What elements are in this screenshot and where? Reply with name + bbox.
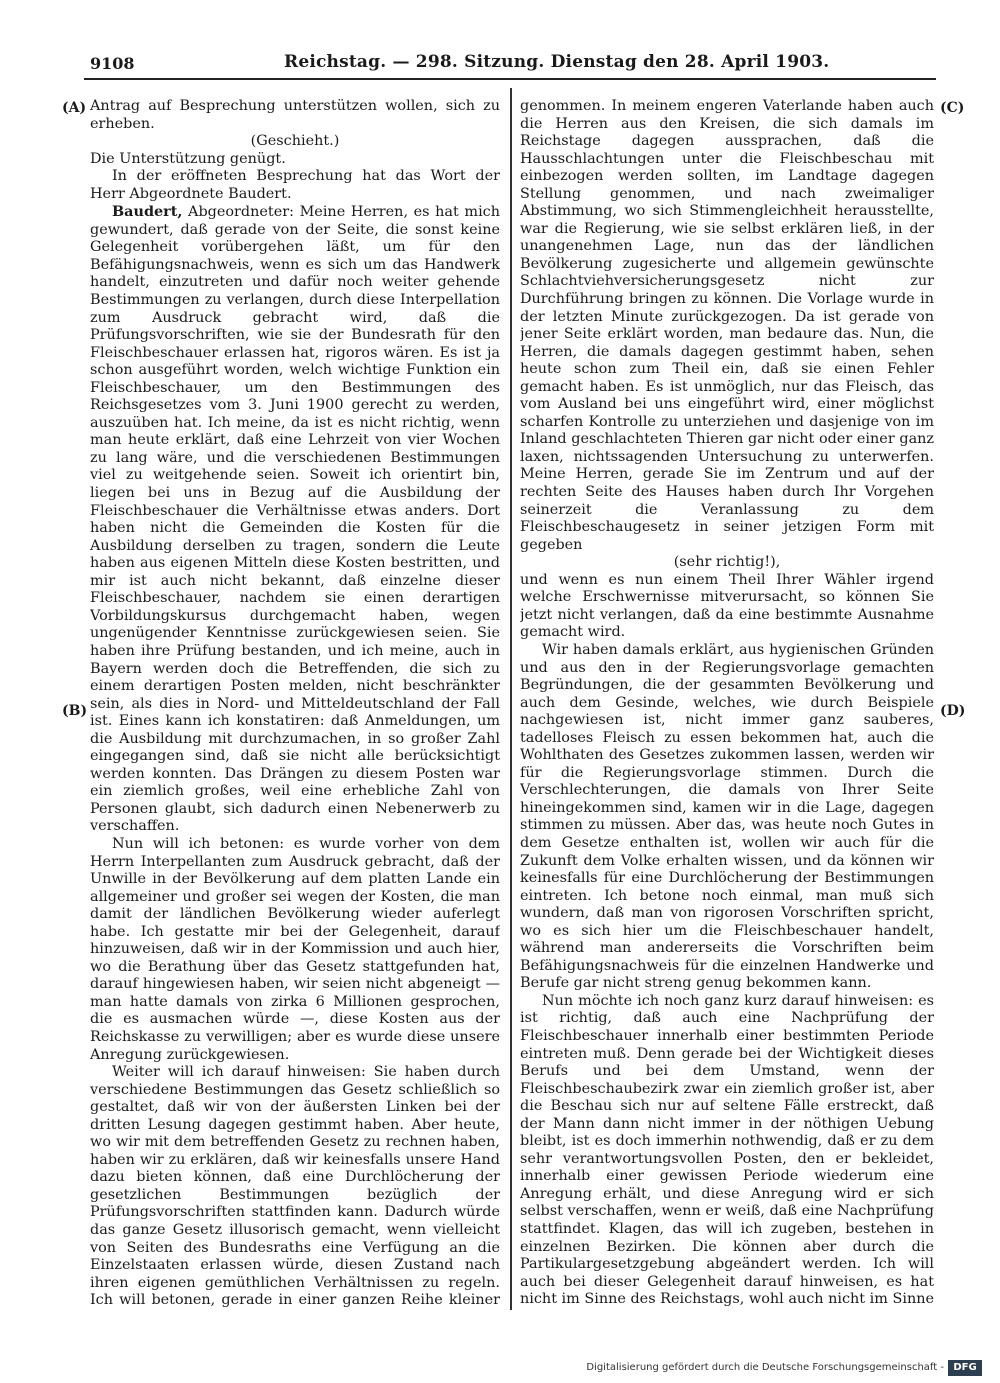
margin-mark-a: (A) xyxy=(62,100,87,116)
left-column xyxy=(90,98,500,1308)
interjection: (sehr richtig!), xyxy=(673,554,781,571)
speech-paragraph xyxy=(90,203,500,836)
paragraph: Nun will ich betonen: es wurde vorher von dem Herrn Interpellanten zum Ausdruck gebracht, daß der Unwille in der Bevölkerung auf dem platten Lande ein allgemeiner und großer sei wegen der Kosten, die man damit der ländlichen Bevölkerung wieder auferlegt habe. Ich gestatte mir bei der Gelegenheit, darauf hinzuweisen, daß wir in der Kommission und auch hier, wo die Berathung über das Gesetz stattgefunden hat, darauf hingewiesen haben, wir seien nicht abgeneigt — man hatte damals von zirka 6 Millionen gesprochen, die es ausmachen würde —, diese Kosten aus der Reichskasse zu verwilligen; aber es wurde diese unsere Anregung zurückgewiesen. xyxy=(90,835,500,1063)
speaker-name: Baudert, xyxy=(112,203,183,221)
right-column xyxy=(520,98,934,1308)
paragraph: Wir haben damals erklärt, aus hygienischen Gründen und aus den in der Regierungsvorlage gemachten Begründungen, die der gesammten Bevölkerung und auch dem Gesinde, welches, wie durch Beispiele nachgewiesen ist, nicht immer ganz sauberes, tadelloses Fleisch zu essen bekommen hat, auch die Wohlthaten des Gesetzes zukommen lassen, werden wir für die Regierungsvorlage stimmen. Durch die Verschlechterungen, die damals von Ihrer Seite hineingekommen sind, kamen wir in die Lage, dagegen stimmen zu müssen. Aber das, was heute noch Gutes in dem Gesetze enthalten ist, wollen wir auch für die Zukunft dem Volke erhalten wissen, und da können wir keinesfalls für eine Durchlöcherung der Bestimmungen eintreten. Ich betone noch einmal, man muß sich wundern, daß man von rigorosen Vorschriften spricht, wo es sich hier um die Fleischbeschauer handelt, während man andererseits die Vorschriften beim Befähigungsnachweis für die einzelnen Handwerke und Berufe gar nicht streng genug bekommen kann. xyxy=(520,641,934,992)
margin-mark-b: (B) xyxy=(62,703,88,719)
dfg-logo-icon: DFG xyxy=(948,1360,982,1376)
paragraph: Antrag auf Besprechung unterstützen wollen, sich zu erheben. xyxy=(90,98,500,132)
margin-mark-d: (D) xyxy=(940,703,966,719)
header-title: Reichstag. — 298. Sitzung. Dienstag den 28. April 1903. xyxy=(284,52,830,72)
speech-text: Abgeordneter: Meine Herren, es hat mich gewundert, daß gerade von der Seite, die sonst keine Gelegenheit vorübergehen läßt, um für den Befähigungsnachweis, wenn es sich um das Handwerk handelt, einzutreten und dafür noch weiter gehende Bestimmungen zu verlangen, durch diese Interpellation zum Ausdruck gebracht wird, daß die Prüfungsvorschriften, wie sie der Bundesrath für den Fleischbeschauer erlassen hat, rigoros wären. Es ist ja schon ausgeführt worden, welch wichtige Funktion ein Fleischbeschauer, um den Bestimmungen des Reichsgesetzes vom 3. Juni 1900 gerecht zu werden, auszuüben hat. Ich meine, da ist es nicht richtig, wenn man heute erklärt, daß eine Lehrzeit von vier Wochen zu lang wäre, und die verschiedenen Bestimmungen viel zu weitgehende seien. Soweit ich orientirt bin, liegen bei uns in Bezug auf die Ausbildung der Fleischbeschauer die Verhältnisse etwas anders. Dort haben nicht die Gemeinden die Kosten für die Ausbildung derselben zu tragen, sondern die Leute haben aus eigenen Mitteln diese Kosten bestritten, und mir ist auch nicht bekannt, daß einzelne dieser Fleischbeschauer, nachdem sie einen derartigen Vorbildungskursus durchgemacht haben, wegen ungenügender Kenntnisse zurückgewiesen seien. Sie haben ihre Prüfung bestanden, und ich meine, auch in Bayern werden doch die Betreffenden, die sich zu einem derartigen Posten melden, nicht beschränkter sein, als dies in Nord- und Mitteldeutschland der Fall ist. Eines kann ich konstatiren: daß Anmeldungen, um die Ausbildung mit durchzumachen, in so großer Zahl eingegangen sind, daß sie nicht alle berücksichtigt werden konnten. Das Drängen zu diesem Posten war ein ziemlich großes, weil eine erhebliche Zahl von Personen glaubt, sich dadurch einen Nebenerwerb zu verschaffen. xyxy=(90,204,500,835)
paragraph: In der eröffneten Besprechung hat das Wort der Herr Abgeordnete Baudert. xyxy=(90,168,500,202)
page-number: 9108 xyxy=(90,54,135,73)
paragraph: Nun möchte ich noch ganz kurz darauf hinweisen: es ist richtig, daß auch eine Nachprüfung der Fleischbeschauer innerhalb einer bestimmten Periode eintreten muß. Denn gerade bei der Wichtigkeit dieses Berufs und bei dem Umstand, wenn der Fleischbeschaubezirk zwar ein ziemlich großer ist, aber die Beschau sich nur auf seltene Fälle erstreckt, daß der Mann dann nicht immer in der nöthigen Uebung bleibt, ist es doch immerhin nothwendig, daß er zu dem sehr verantwortungsvollen Posten, den er bekleidet, innerhalb einer gewissen Periode wiederum eine Anregung erhält, und diese Anregung wird er sich selbst verschaffen, wenn er weiß, daß eine Nachprüfung stattfindet. Klagen, das will ich zugeben, bestehen in einzelnen Bezirken. Die können aber durch die Partikulargesetzgebung abgeändert werden. Ich will auch bei dieser Gelegenheit darauf hinweisen, es hat nicht im Sinne des Reichstags, wohl auch nicht im Sinne xyxy=(520,992,934,1308)
footer xyxy=(586,1360,990,1378)
margin-mark-c: (C) xyxy=(940,100,965,116)
stage-direction: (Geschieht.) xyxy=(250,133,340,150)
running-header xyxy=(84,52,936,80)
column-divider xyxy=(510,88,512,1310)
paragraph: genommen. In meinem engeren Vaterlande haben auch die Herren aus den Kreisen, die sich damals im Reichstage dagegen aussprachen, daß die Hausschlachtungen unter die Fleischbeschau mit einbezogen werden sollten, im Landtage dagegen Stellung genommen, und nach zweimaliger Abstimmung, wo sich Stimmengleichheit herausstellte, war die Regierung, wie sie selbst erklären ließ, in der unangenehmen Lage, nun das der ländlichen Bevölkerung zugesicherte und allgemein gewünschte Schlachtviehversicherungsgesetz nicht zur Durchführung bringen zu können. Die Vorlage wurde in der letzten Minute zurückgezogen. Da ist gerade von jener Seite erklärt worden, man bedaure das. Nun, die Herren, die damals dagegen gestimmt haben, sehen heute schon zum Theil ein, daß sie einen Fehler gemacht haben. Es ist unmöglich, nur das Fleisch, das vom Ausland bei uns eingeführt wird, einer möglichst scharfen Kontrolle zu unterziehen und dasjenige von im Inland geschlachteten Thieren gar nicht oder einer ganz laxen, nichtssagenden Untersuchung zu unterwerfen. Meine Herren, gerade Sie im Zentrum und auf der rechten Seite des Hauses haben durch Ihr Vorgehen seinerzeit die Veranlassung zu dem Fleischbeschaugesetz in seiner jetzigen Form mit gegeben xyxy=(520,98,934,553)
paragraph: Weiter will ich darauf hinweisen: Sie haben durch verschiedene Bestimmungen das Gesetz schließlich so gestaltet, daß wir von der äußersten Linken bei der dritten Lesung dagegen gestimmt haben. Aber heute, wo wir mit dem betreffenden Gesetz zu rechnen haben, haben wir zu erklären, daß wir keinesfalls unsere Hand dazu bieten können, daß eine Durchlöcherung der gesetzlichen Bestimmungen bezüglich der Prüfungsvorschriften stattfinden kann. Dadurch würde das ganze Gesetz illusorisch gemacht, wenn vielleicht von Seiten des Bundesraths eine Verfügung an die Einzelstaaten erlassen würde, diesen Zustand nach ihren eigenen gemüthlichen Verhältnissen zu regeln. Ich will betonen, gerade in einer ganzen Reihe kleiner xyxy=(90,1064,500,1308)
funding-note: Digitalisierung gefördert durch die Deutsche Forschungsgemeinschaft - xyxy=(586,1362,944,1373)
paragraph: und wenn es nun einem Theil Ihrer Wähler irgend welche Erschwernisse mitverursacht, so können Sie jetzt nicht verlangen, daß da eine bestimmte Ausnahme gemacht wird. xyxy=(520,571,934,641)
paragraph: Die Unterstützung genügt. xyxy=(90,150,286,167)
